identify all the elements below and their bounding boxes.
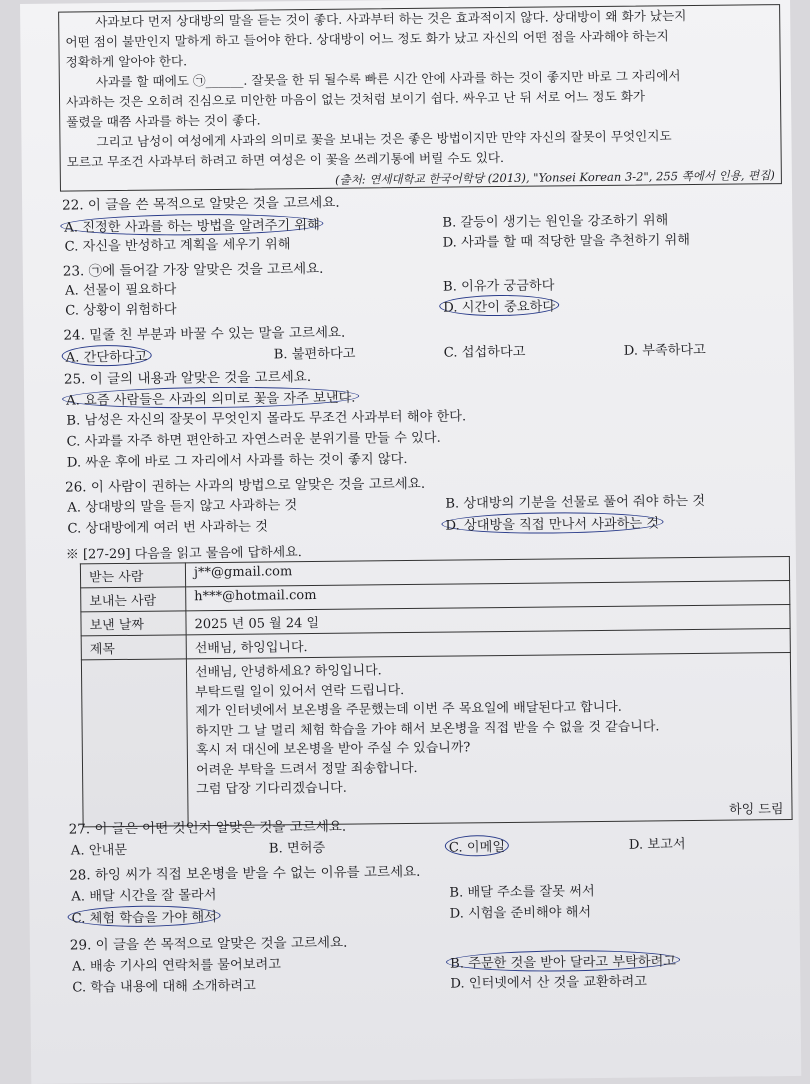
question-24: 24. 밑줄 친 부분과 바꿀 수 있는 말을 고르세요. [63,324,346,344]
q22-option-d[interactable]: D. 사과를 할 때 적당한 말을 추천하기 위해 [442,233,691,251]
passage-line: 사과를 할 때에도 ㉠______. 잘못을 한 뒤 될수록 빠른 시간 안에 사과를 하는 것이 좋지만 바로 그 자리에서 [95,68,681,90]
section-header: ※ [27-29] 다음을 읽고 물음에 답하세요. [65,545,302,563]
q29-option-b[interactable] [450,949,681,972]
passage-line: 그리고 남성이 여성에게 사과의 의미로 꽃을 보내는 것은 좋은 방법이지만 만약 자신의 잘못이 무엇인지도 [96,128,672,150]
q26-option-c[interactable]: C. 상대방에게 여러 번 사과하는 것 [67,519,268,537]
q22-option-b[interactable]: B. 갈등이 생기는 원인을 강조하기 위해 [442,213,669,231]
question-22: 22. 이 글을 쓴 목적으로 알맞은 것을 고르세요. [62,194,340,214]
email-row-body [81,653,792,827]
email-body-line: 그럼 답장 기다리겠습니다. [196,780,347,798]
q23-option-d[interactable] [443,294,560,316]
passage-line: 어떤 점이 불만인지 말하게 하고 들어야 한다. 상대방이 어느 정도 화가 났고 자신의 어떤 점을 사과해야 하는지 [65,28,669,50]
q26-option-b[interactable]: B. 상대방의 기분을 선물로 풀어 줘야 하는 것 [445,493,706,512]
answer-circle-mark: A. 요즘 사람들은 사과의 의미로 꽃을 자주 보낸다. [62,385,360,409]
email-date-value: 2025 년 05 월 24 일 [186,605,790,635]
q23-option-b[interactable]: B. 이유가 궁금하다 [442,278,555,295]
answer-circle-mark: C. 체험 학습을 가야 해서 [67,905,220,928]
answer-circle-mark: D. 시간이 중요하다 [439,294,559,316]
email-body-line: 부탁드릴 일이 있어서 연락 드립니다. [195,682,405,700]
email-body-line: 선배님, 안녕하세요? 하잉입니다. [194,663,382,681]
email-body-line: 어려운 부탁을 드려서 정말 죄송합니다. [195,760,418,778]
email-body-line: 혹시 저 대신에 보온병을 받아 주실 수 있습니까? [195,740,471,759]
q28-option-c[interactable] [71,905,221,928]
q29-option-a[interactable]: A. 배송 기사의 연락처를 물어보려고 [72,957,282,975]
email-from-label: 보내는 사람 [81,587,186,612]
q26-option-a[interactable]: A. 상대방의 말을 듣지 않고 사과하는 것 [67,498,298,516]
email-to-label: 받는 사람 [80,563,185,588]
q29-option-d[interactable]: D. 인터넷에서 산 것을 교환하려고 [450,974,648,992]
email-date-label: 보낸 날짜 [81,611,186,636]
q28-option-d[interactable]: D. 시험을 준비해야 해서 [449,905,592,922]
passage-source: (출처: 연세대학교 한국어학당 (2013), "Yonsei Korean 3-2", 255 쪽에서 인용, 편집) [334,168,775,187]
reading-passage [58,4,782,192]
passage-line: 모르고 무조건 사과부터 하려고 하면 여성은 이 꽃을 쓰레기통에 버릴 수도 있다. [66,149,505,170]
answer-circle-mark: D. 상대방을 직접 만나서 사과하는 것 [441,511,663,534]
email-subject-label: 제목 [81,635,186,660]
question-27: 27. 이 글은 어떤 것인지 알맞은 것을 고르세요. [68,818,347,838]
email-body-label-cell [81,659,188,827]
q29-option-c[interactable]: C. 학습 내용에 대해 소개하려고 [72,978,256,996]
question-29: 29. 이 글을 쓴 목적으로 알맞은 것을 고르세요. [69,934,348,954]
answer-circle-mark: B. 주문한 것을 받아 달라고 부탁하려고 [446,949,680,972]
question-23: 23. ㉠에 들어갈 가장 알맞은 것을 고르세요. [62,260,324,280]
answer-circle-mark: A. 진정한 사과를 하는 방법을 알려주기 위해 [60,213,324,237]
q22-option-c[interactable]: C. 자신을 반성하고 계획을 세우기 위해 [64,237,291,255]
q25-option-c[interactable]: C. 사과를 자주 하면 편안하고 자연스러운 분위기를 만들 수 있다. [66,430,441,450]
q24-option-c[interactable]: C. 섭섭하다고 [443,344,526,361]
email-table [80,556,793,827]
q24-option-b[interactable]: B. 불편하다고 [273,346,356,363]
email-signature: 하잉 드림 [729,801,784,818]
passage-line: 사과하는 것은 오히려 진심으로 미안한 마음이 없는 것처럼 보이기 쉽다. 싸우고 난 뒤 서로 어느 정도 화가 [65,88,646,110]
question-25: 25. 이 글의 내용과 알맞은 것을 고르세요. [63,369,312,388]
question-28: 28. 하잉 씨가 직접 보온병을 받을 수 없는 이유를 고르세요. [69,863,421,884]
q24-option-a[interactable] [66,345,153,367]
email-body-line: 제가 인터넷에서 보온병을 주문했는데 이번 주 목요일에 배달된다고 합니다. [195,699,622,720]
q24-option-d[interactable]: D. 부족하다고 [623,342,706,359]
email-body [186,653,792,826]
q27-option-c[interactable] [449,835,510,857]
passage-line: 정확하게 알아야 한다. [65,53,188,70]
q27-option-a[interactable]: A. 안내문 [70,842,128,859]
answer-circle-mark: A. 간단하다고 [62,345,152,367]
email-from-value: h***@hotmail.com [186,581,790,611]
email-subject-value: 선배님, 하잉입니다. [186,629,790,659]
q26-option-d[interactable] [445,511,664,534]
q28-option-b[interactable]: B. 배달 주소를 잘못 써서 [449,884,595,901]
email-to-value: j**@gmail.com [185,557,789,587]
passage-line: 풀렸을 때쯤 사과를 하는 것이 좋다. [66,112,261,130]
q25-option-d[interactable]: D. 싸운 후에 바로 그 자리에서 사과를 하는 것이 좋지 않다. [66,451,408,471]
q23-option-a[interactable]: A. 선물이 필요하다 [64,282,177,299]
answer-circle-mark: C. 이메일 [445,835,509,857]
q28-option-a[interactable]: A. 배달 시간을 잘 몰라서 [71,888,217,905]
q25-option-b[interactable]: B. 남성은 자신의 잘못이 무엇인지 몰라도 무조건 사과부터 해야 한다. [66,409,467,429]
q27-option-d[interactable]: D. 보고서 [628,837,686,853]
question-26: 26. 이 사람이 권하는 사과의 방법으로 알맞은 것을 고르세요. [65,475,426,496]
q27-option-b[interactable]: B. 면허증 [268,840,326,857]
q23-option-c[interactable]: C. 상황이 위험하다 [65,302,177,319]
exam-sheet [20,0,801,1084]
email-body-line: 하지만 그 날 멀리 체험 학습을 가야 해서 보온병을 직접 받을 수 없을 것 같습니다. [195,718,660,739]
passage-line: 사과보다 먼저 상대방의 말을 듣는 것이 좋다. 사과부터 하는 것은 효과적이지 않다. 상대방이 왜 화가 났는지 [95,8,687,30]
